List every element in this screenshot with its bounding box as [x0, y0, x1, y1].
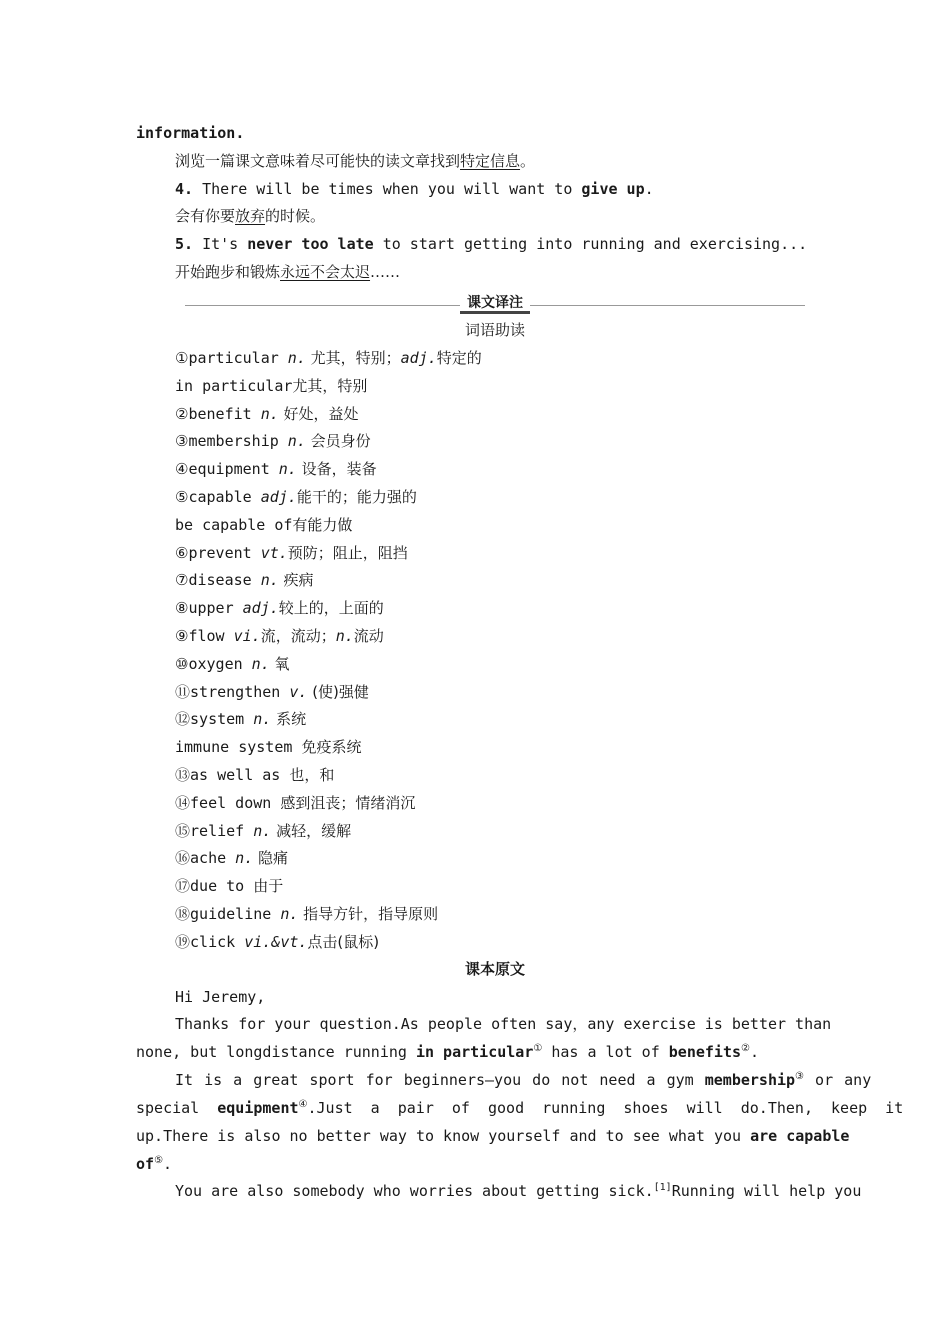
vocab-word: particular: [188, 349, 288, 367]
sentence-4-text: There will be times when you will want to: [193, 180, 582, 198]
vocab-word: ache: [190, 849, 236, 868]
vocab-item: [175, 372, 367, 400]
p3-note-1: [1]: [653, 1182, 672, 1193]
sentence-5-phrase: never too late: [247, 235, 374, 253]
vocab-word: as well as: [190, 766, 290, 784]
vocab-word: due to: [190, 877, 254, 896]
p2-l2-text-2: .Just a pair of good running shoes will do.Then, keep it: [307, 1099, 904, 1117]
vocab-definition: 减轻，缓解: [271, 821, 352, 840]
vocab-word: upper: [188, 599, 243, 618]
sentence-5-zh-text: 开始跑步和锻炼: [175, 263, 281, 281]
vocab-number: ⑰: [175, 877, 191, 896]
vocab-word: flow: [188, 627, 234, 645]
p3-text-2: Running will help you: [671, 1182, 862, 1200]
vocab-part-of-speech: n.: [251, 654, 270, 673]
intro-translation-line: [175, 147, 535, 175]
vocab-word: capable: [188, 488, 261, 506]
vocab-number: ①: [175, 349, 189, 367]
vocab-number: ⑨: [175, 627, 189, 645]
p2-note-5: ⑤: [154, 1155, 164, 1166]
vocab-definition-2: 特定的: [436, 349, 482, 367]
vocab-number: ⑩: [175, 654, 189, 673]
p2-text-2: or any: [804, 1071, 872, 1089]
intro-translation-underlined: 特定信息: [460, 152, 521, 170]
vocab-heading: 词语助读: [464, 321, 525, 339]
p1-note-1: ①: [533, 1043, 543, 1054]
vocab-item: [175, 872, 283, 900]
sentence-4-zh-end: 的时候。: [265, 207, 326, 225]
vocab-definition: 设备，装备: [296, 460, 377, 479]
p2-term-of: of: [136, 1155, 155, 1173]
paragraph-1-line-2: [136, 1038, 759, 1066]
vocab-definition: 流，流动；: [260, 627, 336, 645]
vocab-word: in particular: [175, 376, 293, 395]
p1-text-2: has a lot of: [542, 1043, 669, 1061]
vocab-definition: 疾病: [278, 571, 314, 590]
p2-note-3: ③: [795, 1071, 805, 1082]
paragraph-3-line-1: [175, 1177, 861, 1205]
paragraph-1-line-1: Thanks for your question.As people often say，any exercise is better than: [175, 1015, 832, 1033]
sentence-4-end: .: [644, 180, 654, 198]
vocab-word: click: [190, 932, 245, 951]
vocab-definition: 预防；阻止，阻挡: [287, 543, 408, 562]
vocab-part-of-speech: n.: [253, 821, 272, 840]
vocab-item: [175, 622, 384, 650]
vocab-definition: 也，和: [289, 766, 335, 784]
vocab-item: [175, 761, 334, 789]
vocab-number: ③: [175, 432, 189, 451]
intro-line-1: information.: [136, 124, 245, 142]
vocab-word: guideline: [190, 905, 281, 923]
p2-term-equipment: equipment: [217, 1099, 299, 1117]
p3-text: You are also somebody who worries about getting sick.: [175, 1182, 654, 1200]
vocab-part-of-speech-2: n.: [335, 627, 354, 645]
sentence-4-number: 4.: [175, 180, 194, 198]
vocab-definition: 由于: [253, 877, 284, 896]
vocab-part-of-speech: vt.: [260, 543, 288, 562]
vocab-word: strengthen: [190, 682, 290, 701]
vocab-item: [175, 789, 415, 817]
vocab-definition: 尤其，特别；: [305, 349, 401, 367]
p2-l2-text: special: [136, 1099, 218, 1117]
p1-term-benefits: benefits: [668, 1043, 742, 1061]
vocab-part-of-speech: vi.: [233, 627, 261, 645]
vocab-number: ⑤: [175, 488, 189, 506]
sentence-5: [175, 230, 807, 258]
vocab-definition-2: 流动: [353, 627, 384, 645]
vocab-word: disease: [188, 571, 261, 590]
vocab-number: ⑬: [175, 766, 191, 784]
vocab-word: immune system: [175, 738, 302, 757]
vocab-part-of-speech: n.: [278, 460, 297, 479]
p1-note-2: ②: [741, 1043, 750, 1054]
vocab-number: ⑥: [175, 543, 189, 562]
vocab-number: ④: [175, 460, 189, 479]
vocab-definition: 感到沮丧；情绪消沉: [280, 793, 416, 812]
vocab-definition: 好处，益处: [278, 404, 359, 423]
vocab-definition: (使)强健: [307, 682, 369, 701]
vocab-definition: 指导方针，指导原则: [298, 905, 439, 923]
vocab-item: [175, 344, 482, 372]
vocab-number: ⑫: [175, 710, 191, 729]
vocab-definition: 系统: [271, 710, 307, 729]
vocab-part-of-speech: n.: [260, 404, 279, 423]
vocab-number: ⑲: [175, 932, 191, 951]
vocab-definition: 免疫系统: [301, 738, 362, 757]
vocab-word: oxygen: [188, 654, 252, 673]
vocab-definition: 能干的；能力强的: [296, 488, 417, 506]
vocab-word: equipment: [188, 460, 279, 479]
vocab-part-of-speech: n.: [287, 349, 306, 367]
p2-term-are-capable: are capable: [750, 1127, 850, 1145]
sentence-5-end: to start getting into running and exercising...: [373, 235, 808, 253]
p1-term-in-particular: in particular: [415, 1043, 534, 1061]
vocab-definition: 氧: [269, 654, 290, 673]
vocab-number: ②: [175, 404, 189, 423]
vocab-definition: 有能力做: [292, 515, 353, 534]
vocab-item: [175, 511, 352, 539]
vocab-definition: 隐痛: [253, 849, 289, 868]
p2-term-membership: membership: [704, 1071, 796, 1089]
vocab-item: [175, 844, 288, 872]
p1-end: .: [750, 1043, 760, 1061]
paragraph-2-line-1: [175, 1066, 871, 1094]
vocab-number: ⑱: [175, 905, 191, 923]
sentence-4: [175, 175, 654, 203]
vocab-item: [175, 594, 384, 622]
p1-text: none, but longdistance running: [136, 1043, 416, 1061]
p2-l4-end: .: [163, 1155, 173, 1173]
vocab-part-of-speech: n.: [235, 849, 254, 868]
p2-l3-text: up.There is also no better way to know yourself and to see what you: [136, 1127, 751, 1145]
intro-translation-end: 。: [520, 152, 536, 170]
vocab-definition: 尤其，特别: [292, 376, 368, 395]
vocab-item: [175, 427, 371, 455]
vocab-item: [175, 817, 351, 845]
vocab-item: [175, 566, 314, 594]
vocab-number: ⑮: [175, 821, 191, 840]
vocab-definition: 点击(鼠标): [307, 932, 380, 951]
vocab-item: [175, 483, 417, 511]
vocab-item: [175, 900, 438, 928]
vocab-part-of-speech: n.: [253, 710, 272, 729]
paragraph-2-line-3: [136, 1122, 849, 1150]
intro-translation-text: 浏览一篇课文意味着尽可能快的读文章找到: [175, 152, 461, 170]
letter-greeting: Hi Jeremy,: [175, 988, 266, 1006]
vocab-word: membership: [188, 432, 288, 451]
sentence-4-zh-text: 会有你要: [175, 207, 236, 225]
vocab-part-of-speech: n.: [260, 571, 279, 590]
paragraph-2-line-4: [136, 1150, 172, 1178]
vocab-number: ⑪: [175, 682, 191, 701]
p2-text: It is a great sport for beginners—you do not need a gym: [175, 1071, 705, 1089]
text-heading: 课本原文: [464, 960, 525, 978]
vocab-item: [175, 539, 408, 567]
sentence-5-zh-underlined: 永远不会太迟: [280, 263, 371, 281]
vocab-word: benefit: [188, 404, 261, 423]
vocab-item: [175, 733, 361, 761]
vocab-number: ⑧: [175, 599, 189, 618]
vocab-part-of-speech: n.: [280, 905, 299, 923]
vocab-word: system: [190, 710, 254, 729]
vocab-part-of-speech: adj.: [242, 599, 279, 618]
vocab-item: [175, 455, 377, 483]
vocab-definition: 较上的，上面的: [278, 599, 384, 618]
vocab-number: ⑭: [175, 793, 191, 812]
vocab-word: feel down: [190, 793, 281, 812]
sentence-4-zh-underlined: 放弃: [235, 207, 266, 225]
vocab-item: [175, 705, 306, 733]
vocab-item: [175, 678, 369, 706]
vocab-number: ⑯: [175, 849, 191, 868]
paragraph-2-line-2: [136, 1094, 903, 1122]
vocab-definition: 会员身份: [305, 432, 371, 451]
vocab-part-of-speech: v.: [289, 682, 308, 701]
sentence-5-number: 5.: [175, 235, 194, 253]
vocab-item: [175, 928, 379, 956]
section-divider-label: 课文译注: [460, 292, 530, 314]
vocab-part-of-speech: n.: [287, 432, 306, 451]
vocab-word: relief: [190, 821, 254, 840]
vocab-word: prevent: [188, 543, 261, 562]
sentence-4-phrase: give up: [581, 180, 645, 198]
vocab-item: [175, 650, 290, 678]
p2-note-4: ④: [298, 1099, 308, 1110]
sentence-4-translation: [175, 202, 325, 230]
sentence-5-text: It's: [193, 235, 248, 253]
vocab-part-of-speech: adj.: [260, 488, 297, 506]
vocab-part-of-speech: vi.&vt.: [244, 932, 308, 951]
sentence-5-translation: [175, 258, 400, 286]
sentence-5-zh-end: ……: [370, 263, 401, 281]
vocab-number: ⑦: [175, 571, 189, 590]
vocab-item: [175, 400, 359, 428]
vocab-word: be capable of: [175, 515, 293, 534]
vocab-part-of-speech-2: adj.: [400, 349, 437, 367]
